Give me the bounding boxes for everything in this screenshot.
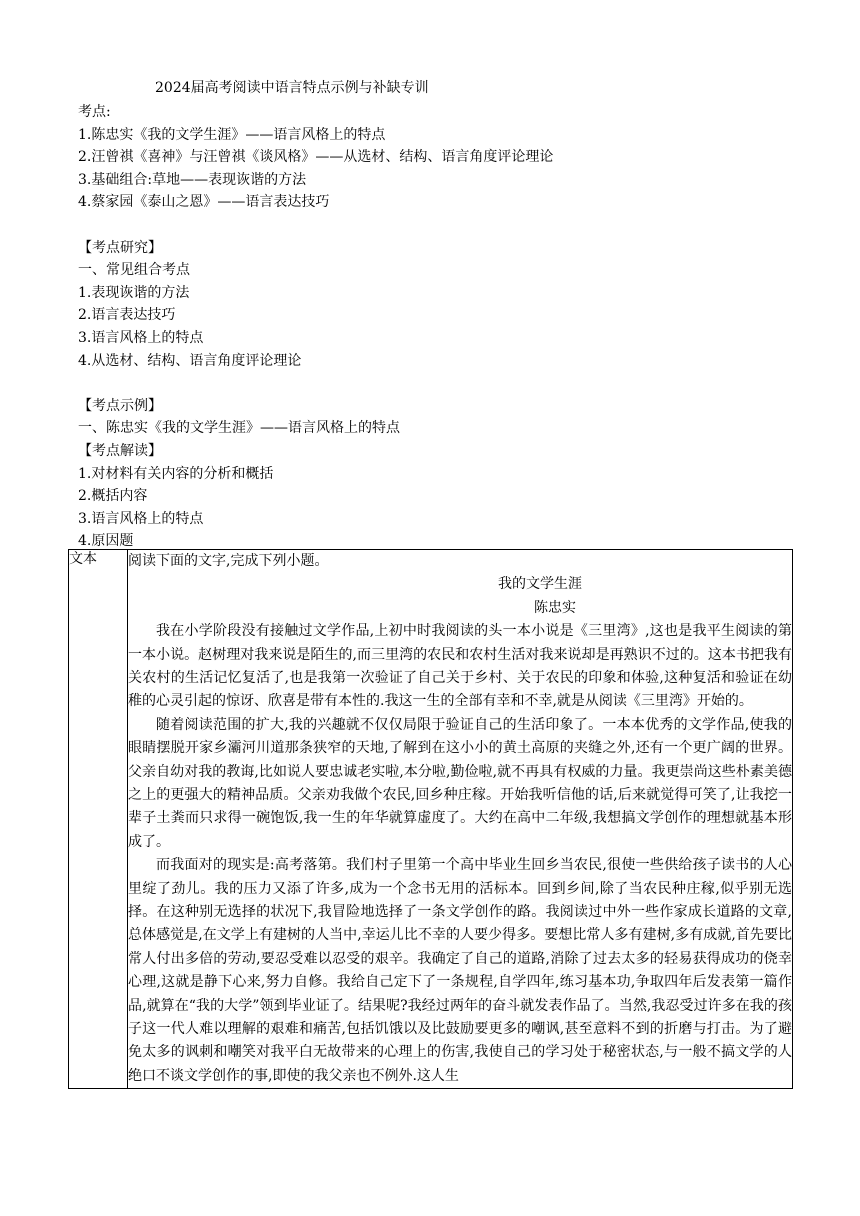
jiedu-item: 2.概括内容	[78, 488, 148, 505]
table-content-cell	[128, 550, 793, 1089]
document-title: 2024届高考阅读中语言特点示例与补缺专训	[155, 80, 429, 96]
article-author: 陈忠实	[534, 599, 576, 616]
kaodian-item: 1.陈忠实《我的文学生涯》——语言风格上的特点	[78, 126, 386, 143]
spacer	[78, 372, 778, 395]
text-table	[68, 549, 793, 1089]
example-subheading: 一、陈忠实《我的文学生涯》——语言风格上的特点	[78, 420, 400, 437]
instruction-text: 阅读下面的文字,完成下列小题。	[128, 553, 329, 569]
research-heading: 【考点研究】	[78, 239, 162, 256]
research-item: 4.从选材、结构、语言角度评论理论	[78, 352, 302, 369]
research-item: 2.语言表达技巧	[78, 307, 176, 324]
article-paragraph: 随着阅读范围的扩大,我的兴趣就不仅仅局限于验证自己的生活印象了。一本本优秀的文学作品,使我的眼睛摆脱开家乡灞河川道那条狭窄的天地,了解到在这小小的黄土高原的夹缝之外,还有一个更广阔的世界。父亲自幼对我的教诲,比如说人要忠诚老实啦,本分啦,勤俭啦,就不再具有权威的力量。我更崇尚这些朴素美德之上的更强大的精神品质。父亲劝我做个农民,回乡种庄稼。开始我听信他的话,后来就觉得可笑了,让我挖一辈子土粪而只求得一碗饱饭,我一生的年华就算虚度了。大约在高中二年级,我想搞文学创作的理想就基本形成了。	[128, 716, 792, 850]
research-item: 3.语言风格上的特点	[78, 329, 204, 346]
table-label-cell: 文本	[69, 550, 128, 1089]
article-title: 我的文学生涯	[498, 576, 582, 593]
jiedu-item: 1.对材料有关内容的分析和概括	[78, 465, 274, 482]
article-paragraph: 而我面对的现实是:高考落第。我们村子里第一个高中毕业生回乡当农民,很使一些供给孩子读书的人心里绽了劲儿。我的压力又添了许多,成为一个念书无用的活标本。回到乡间,除了当农民种庄稼,似乎别无选择。在这种别无选择的状况下,我冒险地选择了一条文学创作的路。我阅读过中外一些作家成长道路的文章,总体感觉是,在文学上有建树的人当中,幸运儿比不幸的人要少得多。要想比常人多有建树,多有成就,首先要比常人付出多倍的劳动,要忍受难以忍受的艰辛。我确定了自己的道路,消除了过去太多的轻易获得成功的侥幸心理,这就是静下心来,努力自修。我给自己定下了一条规程,自学四年,练习基本功,争取四年后发表第一篇作品,就算在“我的大学”领到毕业证了。结果呢?我经过两年的奋斗就发表作品了。当然,我忍受过许多在我的孩子这一代人难以理解的艰难和痛苦,包括饥饿以及比鼓励要更多的嘲讽,甚至意料不到的折磨与打击。为了避免太多的讽刺和嘲笑对我平白无故带来的心理上的伤害,我使自己的学习处于秘密状态,与一般不搞文学的人绝口不谈文学创作的事,即使的我父亲也不例外.这人生	[128, 857, 792, 1084]
kaodian-heading: 考点:	[78, 104, 111, 120]
jiedu-item: 3.语言风格上的特点	[78, 510, 204, 527]
kaodian-item: 2.汪曾祺《喜神》与汪曾祺《谈风格》——从选材、结构、语言角度评论理论	[78, 149, 554, 166]
spacer	[78, 214, 778, 237]
kaodian-item: 4.蔡家园《泰山之恩》——语言表达技巧	[78, 194, 330, 211]
article-paragraph: 我在小学阶段没有接触过文学作品,上初中时我阅读的头一本小说是《三里湾》,这也是我平生阅读的第一本小说。赵树理对我来说是陌生的,而三里湾的农民和农村生活对我来说却是再熟识不过的。这本书把我有关农村的生活记忆复活了,也是我第一次验证了自己关于乡村、关于农民的印象和体验,这种复活和验证在幼稚的心灵引起的惊讶、欣喜是带有本性的.我这一生的全部有幸和不幸,就是从阅读《三里湾》开始的。	[128, 623, 792, 710]
header-section	[78, 101, 778, 553]
example-heading: 【考点示例】	[78, 397, 162, 414]
research-subheading: 一、常见组合考点	[78, 262, 190, 279]
kaodian-item: 3.基础组合:草地——表现诙谐的方法	[78, 171, 307, 188]
research-item: 1.表现诙谐的方法	[78, 284, 190, 301]
jiedu-item: 4.原因题	[78, 533, 134, 550]
table-row	[69, 550, 793, 1089]
jiedu-heading: 【考点解读】	[78, 442, 162, 459]
